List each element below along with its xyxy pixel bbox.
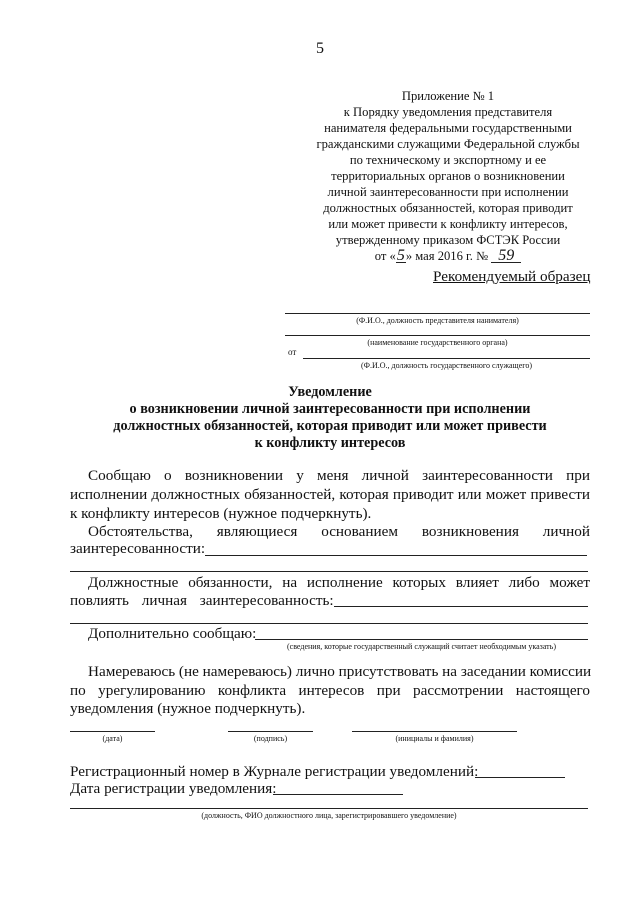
p2-line1: Обстоятельства, являющиеся основанием возникновения личной	[88, 523, 590, 540]
appendix-line: нанимателя федеральными государственными	[324, 121, 572, 135]
appendix-line: по техническому и экспортному и ее	[349, 153, 547, 167]
caption-from: (Ф.И.О., должность государственного служащего)	[361, 361, 532, 370]
p2-fill-line	[205, 555, 587, 556]
p3-line2: повлиять личная заинтересованность:	[70, 592, 334, 609]
appendix-line: гражданскими служащими Федеральной службы	[316, 137, 580, 151]
title-line: должностных обязанностей, которая приводит или может привести	[113, 418, 547, 434]
p5-line1: Намереваюсь (не намереваюсь) лично присутствовать на заседании комиссии	[88, 663, 592, 680]
name-line	[352, 731, 517, 732]
page-number: 5	[316, 40, 324, 57]
org-line	[285, 335, 590, 336]
p1-line2: исполнении должностных обязанностей, которая приводит или может привести	[70, 486, 590, 503]
from-label: от	[288, 347, 297, 357]
p2-line2: заинтересованности:	[70, 540, 206, 557]
date-suffix: » мая 2016 г. №	[405, 249, 489, 263]
appendix-line: Приложение № 1	[401, 89, 495, 103]
caption-date: (дата)	[102, 734, 123, 743]
p4-line1: Дополнительно сообщаю:	[88, 625, 257, 642]
reg-date-label: Дата регистрации уведомления:	[70, 780, 277, 797]
p3-line1: Должностные обязанности, на исполнение которых влияет либо может	[88, 574, 590, 591]
appendix-line: к Порядку уведомления представителя	[343, 105, 553, 119]
appendix-line: личной заинтересованности при исполнении	[327, 185, 569, 199]
reg-number-line	[475, 777, 565, 778]
p5-line2: по урегулированию конфликта интересов при рассмотрении настоящего	[70, 682, 590, 699]
from-line	[303, 358, 590, 359]
title-line: к конфликту интересов	[254, 435, 406, 451]
handwritten-order-number: 59	[491, 249, 521, 263]
caption-org: (наименование государственного органа)	[367, 338, 508, 347]
title-line: Уведомление	[288, 384, 372, 400]
appendix-line: или может привести к конфликту интересов,	[328, 217, 568, 231]
caption-name: (инициалы и фамилия)	[395, 734, 474, 743]
appendix-header	[298, 88, 598, 264]
p1-line1: Сообщаю о возникновении у меня личной заинтересованности при	[88, 467, 590, 484]
p3-fill-line	[334, 606, 588, 607]
p1-line3: к конфликту интересов (нужное подчеркнуть).	[70, 505, 372, 522]
date-prefix: от «	[374, 249, 396, 263]
caption-registrar: (должность, ФИО должностного лица, зарегистрировавшего уведомление)	[201, 811, 457, 820]
date-line	[70, 731, 155, 732]
title-line: о возникновении личной заинтересованности при исполнении	[129, 401, 531, 417]
reg-number-label: Регистрационный номер в Журнале регистрации уведомлений:	[70, 763, 479, 780]
p3-fill-line	[70, 623, 588, 624]
document-title	[70, 384, 590, 452]
appendix-line: должностных обязанностей, которая приводит	[323, 201, 573, 215]
signature-line	[228, 731, 313, 732]
caption-additional: (сведения, которые государственный служащий считает необходимым указать)	[286, 642, 556, 651]
p2-fill-line	[70, 571, 588, 572]
recommended-sample-label: Рекомендуемый образец	[433, 268, 591, 285]
caption-head: (Ф.И.О., должность представителя нанимателя)	[356, 316, 519, 325]
caption-signature: (подпись)	[253, 734, 288, 743]
head-line	[285, 313, 590, 314]
handwritten-day: 5	[396, 247, 405, 264]
reg-date-line	[273, 794, 403, 795]
p5-line3: уведомления (нужное подчеркнуть).	[70, 700, 306, 717]
p4-fill-line	[255, 639, 588, 640]
appendix-line: территориальных органов о возникновении	[331, 169, 565, 183]
appendix-date-line	[298, 248, 598, 264]
registrar-line	[70, 808, 588, 809]
appendix-line: утвержденному приказом ФСТЭК России	[335, 233, 561, 247]
